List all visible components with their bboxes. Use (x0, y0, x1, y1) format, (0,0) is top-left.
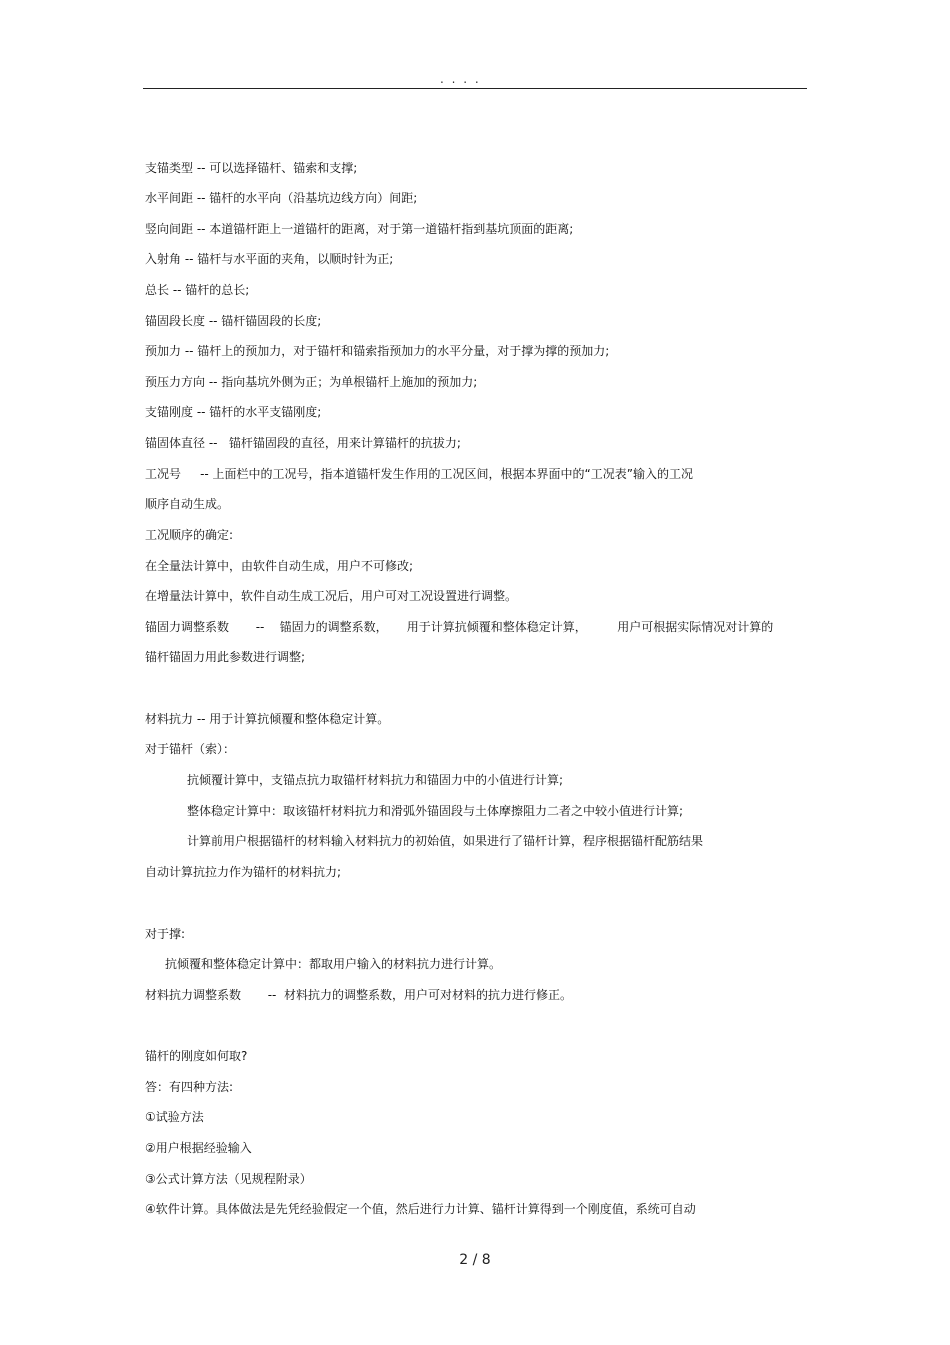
text-line-initial-value: 计算前用户根据锚杆的材料输入材料抗力的初始值，如果进行了锚杆计算，程序根据锚杆配筋结果 (187, 834, 704, 848)
text-line-case-order-heading: 工况顺序的确定: (145, 528, 234, 542)
text-line-anchor-type: 支锚类型 -- 可以选择锚杆、锚索和支撑; (145, 161, 358, 175)
text-line-method-1: ①试验方法 (145, 1110, 204, 1124)
text-line-method-2: ②用户根据经验输入 (145, 1141, 252, 1155)
text-line-overturn-calc: 抗倾覆计算中，支锚点抗力取锚杆材料抗力和锚固力中的小值进行计算; (187, 773, 564, 787)
header-dots: . . . . (440, 72, 481, 86)
text-line-strut-calc: 抗倾覆和整体稳定计算中：都取用户输入的材料抗力进行计算。 (165, 957, 502, 971)
text-line-method-3: ③公式计算方法（见规程附录） (145, 1172, 312, 1186)
text-line-incremental-method: 在增量法计算中，软件自动生成工况后，用户可对工况设置进行调整。 (145, 589, 518, 603)
text-line-anchorage-factor: 锚固力调整系数 -- 锚固力的调整系数， 用于计算抗倾覆和整体稳定计算， 用户可根据实际情况对计算的 (145, 620, 774, 634)
text-line-full-method: 在全量法计算中，由软件自动生成，用户不可修改; (145, 559, 414, 573)
text-line-material-factor: 材料抗力调整系数 -- 材料抗力的调整系数，用户可对材料的抗力进行修正。 (145, 988, 572, 1002)
text-line-anchorage-length: 锚固段长度 -- 锚杆锚固段的长度; (145, 314, 322, 328)
text-line-for-strut: 对于撑: (145, 927, 186, 941)
text-line-question: 锚杆的刚度如何取? (145, 1049, 248, 1063)
page-number: 2 / 8 (459, 1252, 491, 1268)
text-line-prestress: 预加力 -- 锚杆上的预加力，对于锚杆和锚索指预加力的水平分量，对于撑为撑的预加力; (145, 344, 610, 358)
text-line-prestress-direction: 预压力方向 -- 指向基坑外侧为正；为单根锚杆上施加的预加力; (145, 375, 478, 389)
text-line-for-anchor: 对于锚杆（索）： (145, 742, 236, 756)
text-line-anchor-diameter: 锚固体直径 -- 锚杆锚固段的直径，用来计算锚杆的抗拔力; (145, 436, 461, 450)
text-line-answer: 答：有四种方法: (145, 1080, 234, 1094)
text-line-case-number: 工况号 -- 上面栏中的工况号，指本道锚杆发生作用的工况区间，根据本界面中的“工况表”输入的工况 (145, 467, 693, 481)
text-line-material-resistance: 材料抗力 -- 用于计算抗倾覆和整体稳定计算。 (145, 712, 390, 726)
text-line-case-number-cont: 顺序自动生成。 (145, 497, 230, 511)
text-line-vertical-spacing: 竖向间距 -- 本道锚杆距上一道锚杆的距离，对于第一道锚杆指到基坑顶面的距离; (145, 222, 574, 236)
text-line-total-length: 总长 -- 锚杆的总长; (145, 283, 250, 297)
text-line-auto-calc: 自动计算抗拉力作为锚杆的材料抗力; (145, 865, 342, 879)
text-line-anchorage-factor-cont: 锚杆锚固力用此参数进行调整; (145, 650, 306, 664)
text-line-horizontal-spacing: 水平间距 -- 锚杆的水平向（沿基坑边线方向）间距; (145, 191, 418, 205)
text-line-stability-calc: 整体稳定计算中：取该锚杆材料抗力和滑弧外锚固段与土体摩擦阻力二者之中较小值进行计算; (187, 804, 684, 818)
text-line-incidence-angle: 入射角 -- 锚杆与水平面的夹角，以顺时针为正; (145, 252, 394, 266)
header-rule (143, 88, 807, 89)
text-line-method-4: ④软件计算。具体做法是先凭经验假定一个值，然后进行力计算、锚杆计算得到一个刚度值，系统可自动 (145, 1202, 696, 1216)
text-line-anchor-stiffness: 支锚刚度 -- 锚杆的水平支锚刚度; (145, 405, 322, 419)
